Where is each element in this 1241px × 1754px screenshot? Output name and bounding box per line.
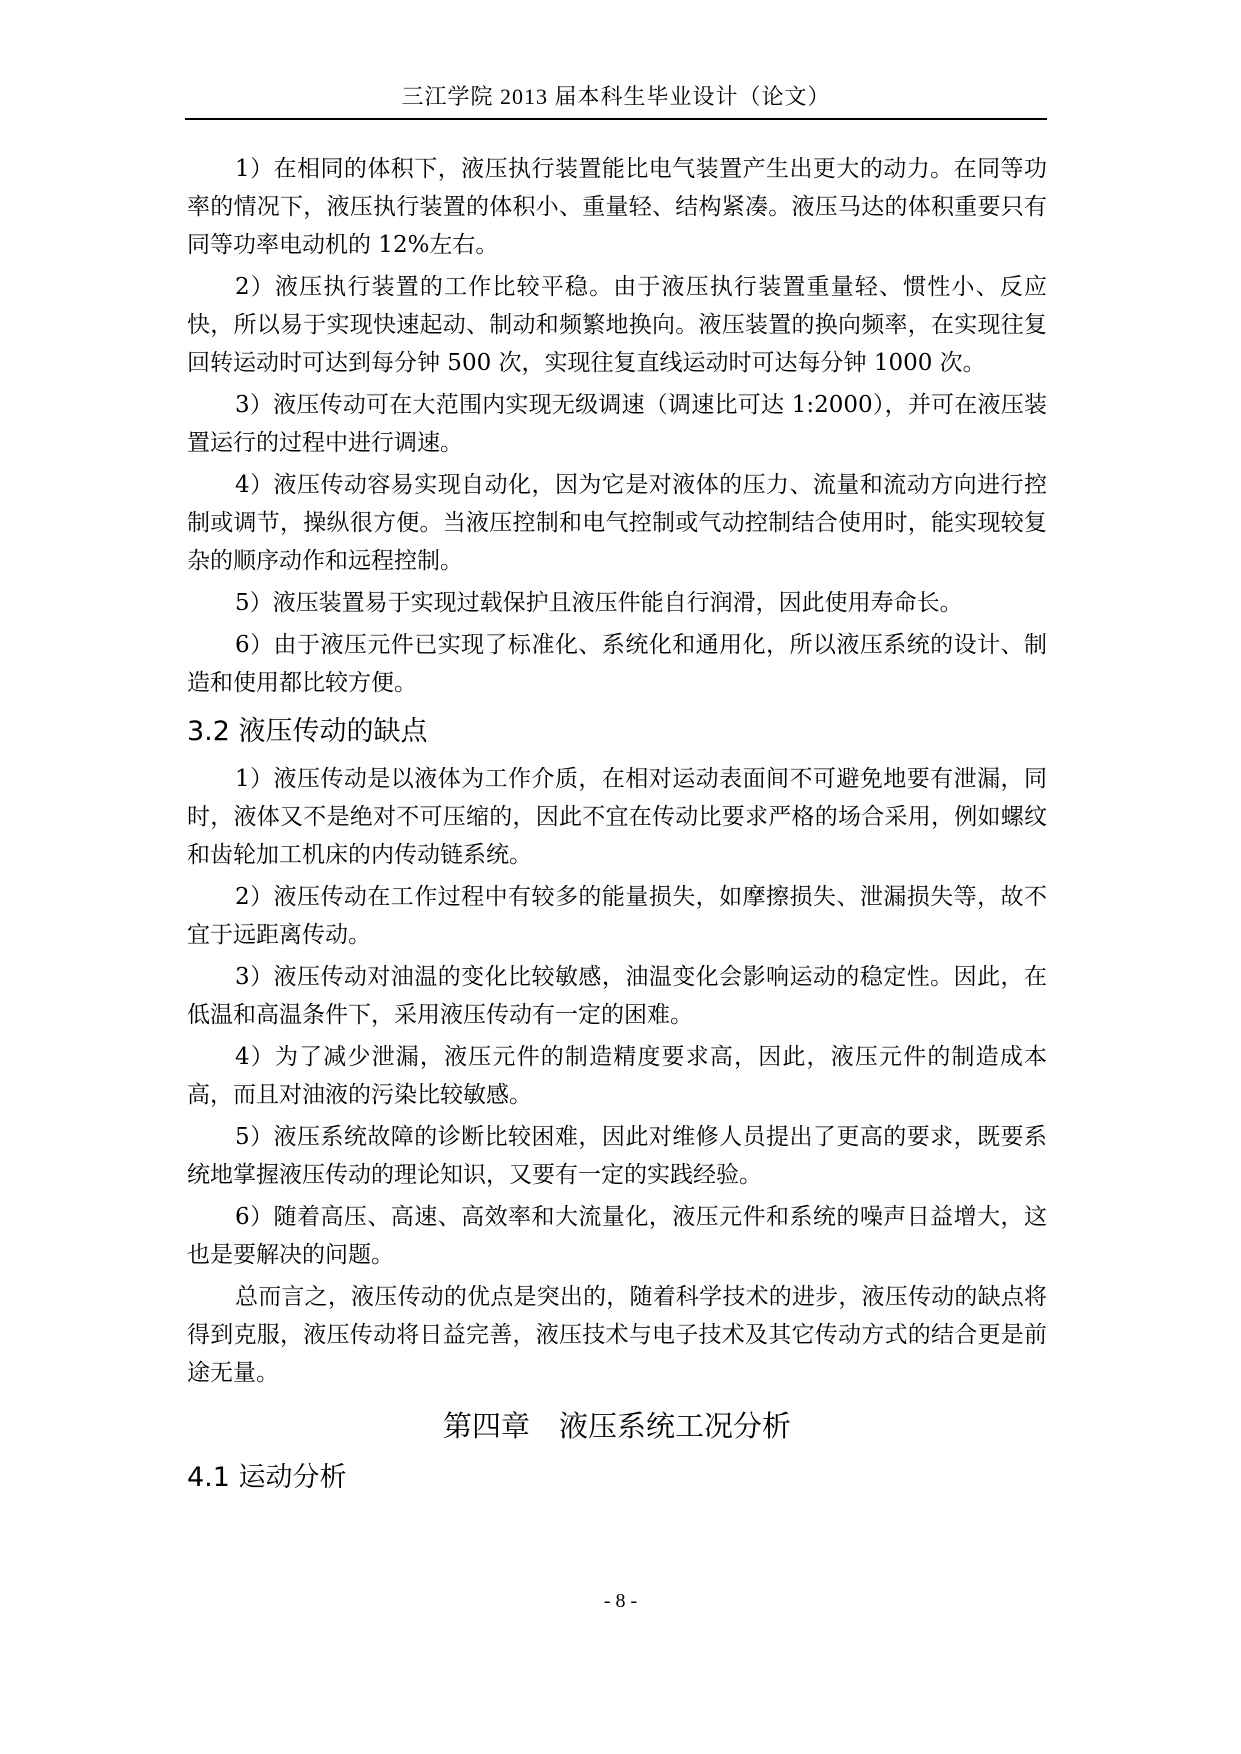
advantage-paragraph-6: 6）由于液压元件已实现了标准化、系统化和通用化，所以液压系统的设计、制造和使用都比较方便。 xyxy=(187,632,1047,696)
section-3-2-heading: 3.2 液压传动的缺点 xyxy=(187,716,428,747)
page-number: - 8 - xyxy=(603,1590,638,1612)
disadvantage-paragraph-3: 3）液压传动对油温的变化比较敏感，油温变化会影响运动的稳定性。因此，在低温和高温条件下，采用液压传动有一定的困难。 xyxy=(187,964,1047,1028)
section-4-1-heading: 4.1 运动分析 xyxy=(187,1462,347,1493)
summary-paragraph: 总而言之，液压传动的优点是突出的，随着科学技术的进步，液压传动的缺点将得到克服，液压传动将日益完善，液压技术与电子技术及其它传动方式的结合更是前途无量。 xyxy=(187,1284,1047,1386)
disadvantage-paragraph-4: 4）为了减少泄漏，液压元件的制造精度要求高，因此，液压元件的制造成本高，而且对油液的污染比较敏感。 xyxy=(187,1044,1047,1108)
chapter-4-heading: 第四章 液压系统工况分析 xyxy=(442,1409,791,1443)
advantage-paragraph-4: 4）液压传动容易实现自动化，因为它是对液体的压力、流量和流动方向进行控制或调节，操纵很方便。当液压控制和电气控制或气动控制结合使用时，能实现较复杂的顺序动作和远程控制。 xyxy=(187,472,1047,574)
disadvantage-paragraph-6: 6）随着高压、高速、高效率和大流量化，液压元件和系统的噪声日益增大，这也是要解决的问题。 xyxy=(187,1204,1047,1268)
page-header: 三江学院 2013 届本科生毕业设计（论文） xyxy=(401,84,831,109)
header-rule xyxy=(185,118,1047,120)
advantage-paragraph-2: 2）液压执行装置的工作比较平稳。由于液压执行装置重量轻、惯性小、反应快，所以易于实现快速起动、制动和频繁地换向。液压装置的换向频率，在实现往复回转运动时可达到每分钟 500 次，实现往复直线运动时可达每分钟 1000 次。 xyxy=(187,274,1047,376)
advantage-paragraph-5: 5）液压装置易于实现过载保护且液压件能自行润滑，因此使用寿命长。 xyxy=(235,590,963,616)
advantage-paragraph-1: 1）在相同的体积下，液压执行装置能比电气装置产生出更大的动力。在同等功率的情况下，液压执行装置的体积小、重量轻、结构紧凑。液压马达的体积重要只有同等功率电动机的 12%左右。 xyxy=(187,156,1047,258)
disadvantage-paragraph-5: 5）液压系统故障的诊断比较困难，因此对维修人员提出了更高的要求，既要系统地掌握液压传动的理论知识，又要有一定的实践经验。 xyxy=(187,1124,1047,1188)
advantage-paragraph-3: 3）液压传动可在大范围内实现无级调速（调速比可达 1:2000），并可在液压装置运行的过程中进行调速。 xyxy=(187,392,1047,456)
disadvantage-paragraph-1: 1）液压传动是以液体为工作介质，在相对运动表面间不可避免地要有泄漏，同时，液体又不是绝对不可压缩的，因此不宜在传动比要求严格的场合采用，例如螺纹和齿轮加工机床的内传动链系统。 xyxy=(187,766,1047,868)
document-body xyxy=(187,150,1047,1506)
disadvantage-paragraph-2: 2）液压传动在工作过程中有较多的能量损失，如摩擦损失、泄漏损失等，故不宜于远距离传动。 xyxy=(187,884,1047,948)
